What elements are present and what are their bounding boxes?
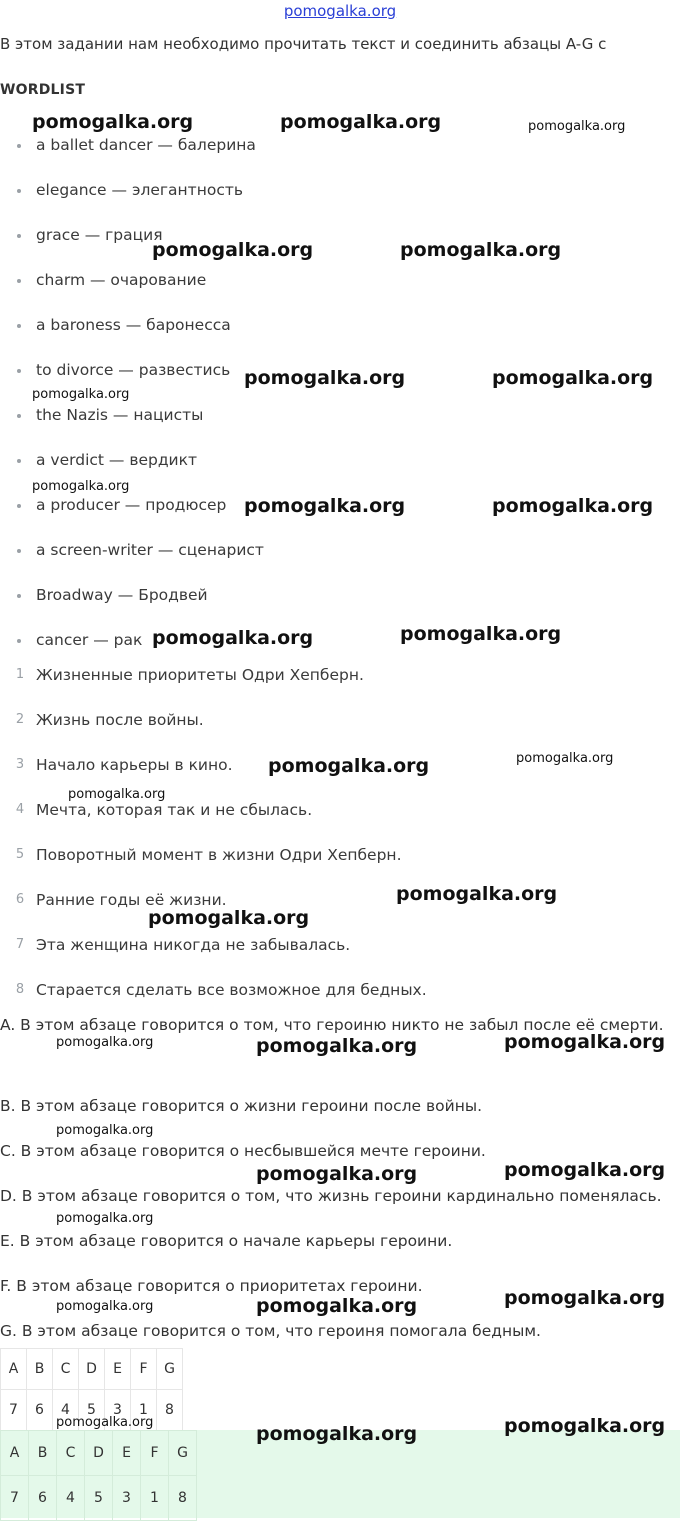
table-cell: A	[1, 1349, 27, 1390]
bullet-icon	[17, 369, 21, 373]
watermark: pomogalka.org	[148, 907, 310, 929]
paragraph-description: G. В этом абзаце говорится о том, что героиня помогала бедным.	[0, 1322, 541, 1340]
watermark: pomogalka.org	[528, 119, 626, 134]
table-cell: 8	[169, 1476, 197, 1521]
watermark: pomogalka.org	[56, 1123, 154, 1138]
site-header-link[interactable]: pomogalka.org	[283, 2, 397, 20]
table-cell: 6	[29, 1476, 57, 1521]
bullet-icon	[17, 414, 21, 418]
table-cell: G	[157, 1349, 183, 1390]
watermark: pomogalka.org	[256, 1423, 418, 1445]
table-cell: E	[113, 1431, 141, 1476]
watermark: pomogalka.org	[244, 367, 406, 389]
watermark: pomogalka.org	[56, 1035, 154, 1050]
paragraph-description: B. В этом абзаце говорится о жизни героини после войны.	[0, 1097, 482, 1115]
watermark: pomogalka.org	[32, 479, 130, 494]
answer-table	[0, 1430, 197, 1521]
bullet-icon	[17, 549, 21, 553]
table-cell: A	[1, 1431, 29, 1476]
watermark: pomogalka.org	[492, 495, 654, 517]
watermark: pomogalka.org	[280, 111, 442, 133]
watermark: pomogalka.org	[56, 1299, 154, 1314]
watermark: pomogalka.org	[492, 367, 654, 389]
watermark: pomogalka.org	[256, 1163, 418, 1185]
table-cell: 4	[57, 1476, 85, 1521]
watermark: pomogalka.org	[268, 755, 430, 777]
table-row	[1, 1349, 183, 1390]
watermark: pomogalka.org	[504, 1159, 666, 1181]
paragraph-description: F. В этом абзаце говорится о приоритетах героини.	[0, 1277, 423, 1295]
watermark: pomogalka.org	[504, 1415, 666, 1437]
watermark: pomogalka.org	[504, 1031, 666, 1053]
watermark: pomogalka.org	[152, 239, 314, 261]
intro-text: В этом задании нам необходимо прочитать текст и соединить абзацы A-G с	[0, 35, 607, 53]
bullet-icon	[17, 504, 21, 508]
table-cell: E	[105, 1349, 131, 1390]
table-cell: C	[57, 1431, 85, 1476]
table-cell: F	[131, 1349, 157, 1390]
watermark: pomogalka.org	[68, 787, 166, 802]
watermark: pomogalka.org	[400, 623, 562, 645]
bullet-icon	[17, 639, 21, 643]
watermark: pomogalka.org	[32, 111, 194, 133]
watermark: pomogalka.org	[56, 1211, 154, 1226]
watermark: pomogalka.org	[32, 387, 130, 402]
table-cell: 5	[79, 1390, 105, 1431]
paragraph-description: A. В этом абзаце говорится о том, что героиню никто не забыл после её смерти.	[0, 1016, 664, 1034]
watermark: pomogalka.org	[152, 627, 314, 649]
table-cell: 3	[113, 1476, 141, 1521]
table-cell: D	[79, 1349, 105, 1390]
paragraph-description: E. В этом абзаце говорится о начале карьеры героини.	[0, 1232, 453, 1250]
table-cell: B	[29, 1431, 57, 1476]
bullet-icon	[17, 459, 21, 463]
table-cell: D	[85, 1431, 113, 1476]
paragraph-description: C. В этом абзаце говорится о несбывшейся мечте героини.	[0, 1142, 486, 1160]
paragraph-description: D. В этом абзаце говорится о том, что жизнь героини кардинально поменялась.	[0, 1187, 662, 1205]
wordlist-title: WORDLIST	[0, 82, 86, 98]
bullet-icon	[17, 594, 21, 598]
table-cell: 7	[1, 1476, 29, 1521]
watermark: pomogalka.org	[396, 883, 558, 905]
table-row	[1, 1431, 197, 1476]
table-cell: F	[141, 1431, 169, 1476]
table-cell: 5	[85, 1476, 113, 1521]
table-cell: 4	[53, 1390, 79, 1431]
watermark: pomogalka.org	[244, 495, 406, 517]
bullet-icon	[17, 189, 21, 193]
table-cell: C	[53, 1349, 79, 1390]
watermark: pomogalka.org	[516, 751, 614, 766]
table-cell: 6	[27, 1390, 53, 1431]
table-cell: B	[27, 1349, 53, 1390]
table-cell: 7	[1, 1390, 27, 1431]
table-cell: 8	[157, 1390, 183, 1431]
table-row	[1, 1476, 197, 1521]
bullet-icon	[17, 234, 21, 238]
bullet-icon	[17, 144, 21, 148]
table-cell: 1	[131, 1390, 157, 1431]
watermark: pomogalka.org	[256, 1035, 418, 1057]
table-cell: 3	[105, 1390, 131, 1431]
table-cell: 1	[141, 1476, 169, 1521]
watermark: pomogalka.org	[504, 1287, 666, 1309]
watermark: pomogalka.org	[56, 1415, 154, 1430]
watermark: pomogalka.org	[256, 1295, 418, 1317]
bullet-icon	[17, 324, 21, 328]
watermark: pomogalka.org	[400, 239, 562, 261]
bullet-icon	[17, 279, 21, 283]
table-cell: G	[169, 1431, 197, 1476]
